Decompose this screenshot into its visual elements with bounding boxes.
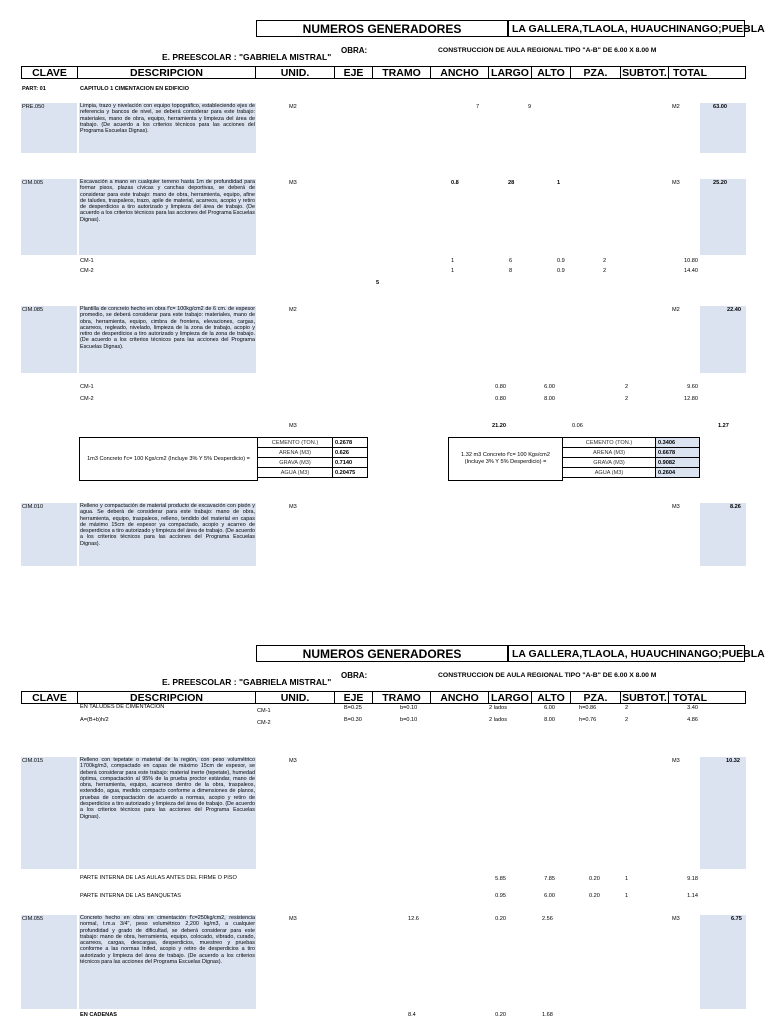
- mix-label: AGUA (M3): [563, 468, 656, 478]
- location-title: LA GALLERA,TLAOLA, HUAUCHINANGO;PUEBLA: [508, 20, 745, 37]
- row-subtot: 10.80: [684, 258, 698, 264]
- m3-ancho: 21.20: [492, 423, 506, 429]
- cadenas-ancho: 0.20: [495, 1012, 506, 1018]
- row-largo: 6: [509, 258, 513, 264]
- row-alto: 0.20: [589, 893, 600, 899]
- total-cim015: 10.32: [726, 758, 740, 764]
- mix-label: GRAVA (M3): [258, 458, 333, 468]
- row-pza: 1: [625, 876, 629, 882]
- row-pza: 2: [625, 384, 629, 390]
- m3-label: M3: [289, 423, 297, 429]
- taludes-formula: A=(B+b)h/2: [80, 717, 109, 723]
- clave-cim010: CIM.010: [22, 504, 44, 510]
- row-alto: 0.20: [589, 876, 600, 882]
- row-pza: 2: [625, 717, 629, 723]
- subunit-cim005: M3: [672, 180, 680, 186]
- col-ancho: ANCHO: [431, 692, 489, 703]
- taludes-title: EN TALUDES DE CIMENTACION: [80, 704, 165, 710]
- clave-shade: [21, 306, 77, 373]
- unid-cim010: M3: [289, 504, 297, 510]
- col-total: TOTAL: [672, 692, 708, 703]
- part-title: CAPITULO 1 CIMENTACION EN EDIFICIO: [80, 86, 189, 92]
- subunit-cim085: M2: [672, 307, 680, 313]
- row-subtot: 3.40: [687, 705, 698, 711]
- mix2-description: 1.32 m3 Concreto f'c= 100 Kgs/cm2 (Incluye 3% Y 5% Desperdicio) =: [448, 437, 563, 481]
- subunit-cim055: M3: [672, 916, 680, 922]
- mix-label: CEMENTO (TON.): [258, 438, 333, 448]
- m3-total: 1.27: [718, 423, 729, 429]
- row-largo: 8.00: [544, 396, 555, 402]
- cadenas-largo: 1.68: [542, 1012, 553, 1018]
- row-largo: 6.00: [544, 893, 555, 899]
- clave-cim085: CIM.085: [22, 307, 44, 313]
- mix-value: 0.2604: [656, 468, 700, 478]
- total-shade: [700, 503, 746, 566]
- col-ancho: ANCHO: [431, 67, 489, 78]
- row-subtot: 9.18: [687, 876, 698, 882]
- row-name: CM-2: [80, 268, 94, 274]
- col-subtot: SUBTOT.: [621, 67, 669, 78]
- extra-value: 5: [376, 280, 380, 286]
- mix-label: ARENA (M3): [258, 448, 333, 458]
- row-tramo: b=0.10: [400, 705, 418, 711]
- row-name: CM-1: [80, 258, 94, 264]
- clave-cim055: CIM.055: [22, 916, 44, 922]
- cadenas-tramo: 8.4: [408, 1012, 416, 1018]
- row-largo: 6.00: [544, 705, 555, 711]
- row-name: PARTE INTERNA DE LAS AULAS ANTES DEL FIRME O PISO: [80, 875, 237, 881]
- col-clave: CLAVE: [22, 692, 78, 703]
- row-pza: 1: [625, 893, 629, 899]
- total-cim010: 8.26: [730, 504, 741, 510]
- unid-cim005: M3: [289, 180, 297, 186]
- mix-label: GRAVA (M3): [563, 458, 656, 468]
- report-title: NUMEROS GENERADORES: [256, 20, 508, 37]
- row-name: CM-1: [80, 384, 94, 390]
- col-eje: EJE: [335, 692, 373, 703]
- row-subtot: 1.14: [687, 893, 698, 899]
- obra-value: CONSTRUCCION DE AULA REGIONAL TIPO "A-B" DE 6.00 X 8.00 M: [438, 47, 657, 54]
- unid-cim055: M3: [289, 916, 297, 922]
- row-name: CM-2: [80, 396, 94, 402]
- total-shade: [700, 306, 746, 373]
- row-largo: 8.00: [544, 717, 555, 723]
- description-cim005: Excavación a mano en cualquier terreno hasta 1m de profundidad para formar pisos, plazas cívicas y canchas deportivas, se deberá de considerar para este trabajo: mano de obra, herramienta, equipo, afine de taludes, traspaleos, trazo, apile de material, acarreos, acopio y retiro de desperdicios a tiro autorizado y limpieza del área de trabajo. (De acuerdo a los criterios técnicos para las acciones del Programa Escuelas Dignas).: [79, 179, 256, 255]
- row-pza: 2: [603, 268, 607, 274]
- row-ancho: 0.95: [495, 893, 506, 899]
- clave-shade: [21, 915, 77, 1009]
- col-total: TOTAL: [672, 67, 708, 78]
- mix2-table: [562, 437, 700, 478]
- row-ancho: 0.80: [495, 384, 506, 390]
- column-header-row: [21, 691, 746, 704]
- row-largo: 6.00: [544, 384, 555, 390]
- row-alto: 0.9: [557, 268, 565, 274]
- obra-value: CONSTRUCCION DE AULA REGIONAL TIPO "A-B" DE 6.00 X 8.00 M: [438, 672, 657, 679]
- row-eje: B=0.25: [344, 705, 362, 711]
- description-cim055: Concreto hecho en obra en cimentación f'c=250kg/cm2, resistencia normal, t.m.a 3/4", peso volumétrico 2,200 kg/m3, a cualquier profundidad y grado de dificultad, se deberá considerar para este trabajo: mano de obra, herramienta, equipo, colocado, vibrado, curado, acarreos, cargas, descargas, desperdicios, muestreo y pruebas conforme a las normas Inifed, acopio y retiro de desperdicios a tiro autorizado y limpieza del área de trabajo. (De acuerdo a los criterios técnicos para las acciones del Programa Escuelas Dignas).: [79, 915, 256, 1009]
- subunit-pre050: M2: [672, 104, 680, 110]
- row-ancho: 5.85: [495, 876, 506, 882]
- col-unid: UNID.: [256, 692, 335, 703]
- alto-cim005: 1: [557, 180, 561, 186]
- col-pza: PZA.: [571, 692, 621, 703]
- ancho-cim005: 0.8: [451, 180, 459, 186]
- description-cim015: Relleno con tepetate o material de la región, con peso volumétrico 1700kg/m3, compactado en capas de máximo 15cm de espesor, se deberá considerar para este trabajo: material inerte (tepetate), humedad óptima, compactación al 95% de la prueba proctor estándar, mano de obra, herramienta, equipo, acarreos dentro de la obra, traspaleos, extendido, agua, medido compacto conforme a dimensiones de planos, pruebas de compactación de acuerdo a normas, acopio y retiro de desperdicios a tiro autorizado y limpieza del área de trabajo. (De acuerdo a los criterios técnicos para las acciones del Programa Escuelas Dignas).: [79, 757, 256, 869]
- row-name: PARTE INTERNA DE LAS BANQUETAS: [80, 893, 182, 899]
- row-subtot: 9.60: [687, 384, 698, 390]
- mix-label: ARENA (M3): [563, 448, 656, 458]
- clave-cim015: CIM.015: [22, 758, 44, 764]
- largo-cim055: 2.56: [542, 916, 553, 922]
- total-cim005: 25.20: [713, 180, 727, 186]
- column-header-row: [21, 66, 746, 79]
- row-ancho: 2 lados: [488, 717, 507, 723]
- school-name: E. PREESCOLAR : "GABRIELA MISTRAL": [162, 52, 332, 62]
- total-cim055: 6.75: [731, 916, 742, 922]
- clave-pre050: PRE.050: [22, 104, 45, 110]
- total-pre050: 63.00: [713, 104, 727, 110]
- subunit-cim015: M3: [672, 758, 680, 764]
- row-name: CM-2: [257, 720, 271, 726]
- cadenas-name: EN CADENAS: [80, 1012, 117, 1018]
- col-unid: UNID.: [256, 67, 335, 78]
- mix-value: 0.3406: [656, 438, 700, 448]
- school-name: E. PREESCOLAR : "GABRIELA MISTRAL": [162, 677, 332, 687]
- row-ancho: 1: [451, 258, 455, 264]
- obra-label: OBRA:: [341, 671, 368, 680]
- clave-cim005: CIM.005: [22, 180, 44, 186]
- largo-cim005: 28: [508, 180, 515, 186]
- row-ancho: 2 lados: [488, 705, 507, 711]
- tramo-cim055: 12.6: [408, 916, 419, 922]
- total-shade: [700, 179, 746, 255]
- col-alto: ALTO: [532, 692, 571, 703]
- row-alto: h=0.86: [579, 705, 597, 711]
- row-subtot: 4.86: [687, 717, 698, 723]
- ancho-pre050: 7: [476, 104, 480, 110]
- row-eje: B=0.30: [344, 717, 362, 723]
- unid-cim085: M2: [289, 307, 297, 313]
- row-ancho: 1: [451, 268, 455, 274]
- mix-value: 0.626: [333, 448, 368, 458]
- row-subtot: 12.80: [684, 396, 698, 402]
- col-pza: PZA.: [571, 67, 621, 78]
- row-pza: 2: [603, 258, 607, 264]
- row-subtot: 14.40: [684, 268, 698, 274]
- unid-pre050: M2: [289, 104, 297, 110]
- col-clave: CLAVE: [22, 67, 78, 78]
- m3-alto: 0.06: [572, 423, 583, 429]
- clave-shade: [21, 179, 77, 255]
- part-label: PART: 01: [22, 86, 46, 92]
- report-title: NUMEROS GENERADORES: [256, 645, 508, 662]
- col-largo: LARGO: [489, 692, 532, 703]
- mix-value: 0.6678: [656, 448, 700, 458]
- row-pza: 2: [625, 396, 629, 402]
- location-title: LA GALLERA,TLAOLA, HUAUCHINANGO;PUEBLA: [508, 645, 745, 662]
- description-pre050: Limpia, trazo y nivelación con equipo topográfico, estableciendo ejes de referencia y bancos de nivel, se deberá considerar para este trabajo: materiales, mano de obra, equipo, herramienta y limpieza del área de trabajo. (De acuerdo a los criterios técnicos para las acciones del Programa Escuelas Dignas).: [79, 103, 256, 153]
- row-ancho: 0.80: [495, 396, 506, 402]
- row-name: CM-1: [257, 708, 271, 714]
- obra-label: OBRA:: [341, 46, 368, 55]
- total-cim085: 22.40: [727, 307, 741, 313]
- row-largo: 8: [509, 268, 513, 274]
- mix-label: CEMENTO (TON.): [563, 438, 656, 448]
- mix1-table: [257, 437, 368, 478]
- col-descripcion: DESCRIPCION: [78, 67, 256, 78]
- mix-label: AGUA (M3): [258, 468, 333, 478]
- description-cim010: Relleno y compactación de material producto de excavación con pisón y agua. Se deberá de considerar para este trabajo: mano de obra, herramienta, equipo, traspaleos, relleno, tendido del material en capas de máximo 15cm de espesor ya compactado, acopio y acarreo de desperdicios a tiro autorizado y limpieza del área de trabajo. (De acuerdo a los criterios técnicos para las acciones del Programa Escuelas Dignas).: [79, 503, 256, 566]
- total-shade: [700, 757, 746, 869]
- subunit-cim010: M3: [672, 504, 680, 510]
- mix-value: 0.2678: [333, 438, 368, 448]
- unid-cim015: M3: [289, 758, 297, 764]
- row-alto: h=0.76: [579, 717, 597, 723]
- col-tramo: TRAMO: [373, 67, 431, 78]
- clave-shade: [21, 503, 77, 566]
- description-cim085: Plantilla de concreto hecho en obra f'c= 100kg/cm2 de 6 cm. de espesor promedio, se deberá considerar para este trabajo: materiales, mano de obra, herramienta, equipo, cimbra de frontera, elevaciones, cargas, acarreos, regleado, nivelado, limpieza de la zona de trabajo, acopio y retiro de desperdicios a tiro autorizado y limpieza de la zona de trabajo. (De acuerdo a los criterios técnicos para las acciones del Programa Escuelas Dignas).: [79, 306, 256, 373]
- col-subtot: SUBTOT.: [621, 692, 669, 703]
- row-pza: 2: [625, 705, 629, 711]
- col-tramo: TRAMO: [373, 692, 431, 703]
- col-alto: ALTO: [532, 67, 571, 78]
- col-eje: EJE: [335, 67, 373, 78]
- ancho-cim055: 0.20: [495, 916, 506, 922]
- largo-pre050: 9: [528, 104, 532, 110]
- total-shade: [700, 915, 746, 1009]
- clave-shade: [21, 757, 77, 869]
- mix1-description: 1m3 Concreto f'c= 100 Kgs/cm2 (Incluye 3% Y 5% Desperdicio) =: [79, 437, 258, 481]
- mix-value: 0.9082: [656, 458, 700, 468]
- mix-value: 0.20475: [333, 468, 368, 478]
- col-largo: LARGO: [489, 67, 532, 78]
- row-largo: 7.85: [544, 876, 555, 882]
- col-descripcion: DESCRIPCION: [78, 692, 256, 703]
- row-tramo: b=0.10: [400, 717, 418, 723]
- mix-value: 0.7140: [333, 458, 368, 468]
- row-alto: 0.9: [557, 258, 565, 264]
